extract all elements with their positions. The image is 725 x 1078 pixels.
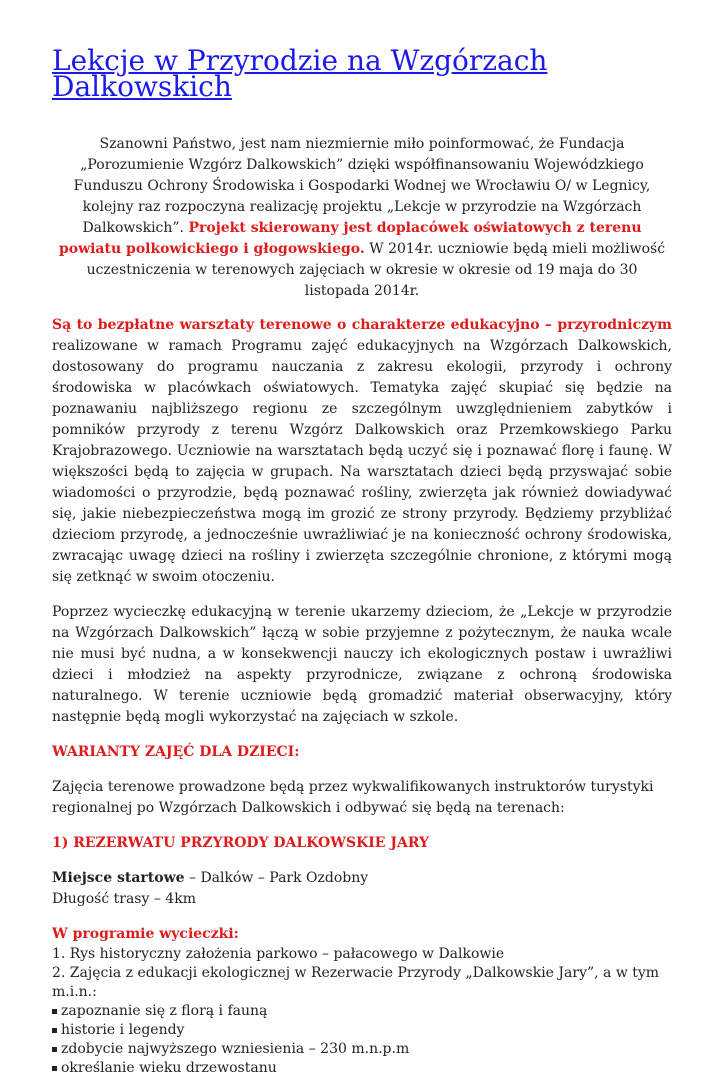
document-page: [52, 44, 672, 1078]
list-item: [52, 1059, 672, 1078]
intro-tail: W 2014r. uczniowie będą mieli możliwość uczestniczenia w terenowych zajęciach w okresie w okresie od 19 maja do 30 listopada 2014r.: [86, 241, 666, 299]
square-bullet-icon: [52, 1028, 57, 1033]
workshop-text: realizowane w ramach Programu zajęć edukacyjnych na Wzgórzach Dalkowskich, dostosowany do programu nauczania z zakresu ekologii, przyrody i ochrony środowiska w placówkach oświatowych. Tematyka zajęć skupiać się będzie na poznawaniu najbliższego regionu ze szczególnym uwzględnieniem zabytków i pomników przyrody z terenu Wzgórz Dalkowskich oraz Przemkowskiego Parku Krajobrazowego. Uczniowie na warsztatach będą uczyć się i poznawać florę i faunę. W większości będą to zajęcia w grupach. Na warsztatach dzieci będą przyswajać sobie wiadomości o przyrodzie, będą poznawać rośliny, zwierzęta jak również dowiadywać się, jakie niebezpieczeństwa mogą im grozić ze strony przyrody. Będziemy przybliżać dzieciom przyrodę, a jednocześnie uwrażliwiać je na konieczność ochrony środowiska, zwracając uwagę dzieci na rośliny i zwierzęta szczególnie chronione, z którymi mogą się zetknąć w swoim otoczeniu.: [52, 338, 672, 585]
square-bullet-icon: [52, 1047, 57, 1052]
list-item-text: określanie wieku drzewostanu: [61, 1060, 277, 1076]
intro-text: Szanowni Państwo, jest nam niezmiernie miło poinformować, że Fundacja „Porozumienie Wzgórz Dalkowskich” dzięki współfinansowaniu Wojewódzkiego Funduszu Ochrony Środowiska i Gospodarki Wodnej we Wrocławiu O/ w Legnicy, kolejny raz rozpoczyna realizację projektu „Lekcje w przyrodzie na Wzgórzach Dalkowskich”.: [73, 136, 651, 236]
page-title: [52, 44, 672, 103]
list-item-text: zdobycie najwyższego wzniesienia – 230 m.n.p.m: [61, 1041, 410, 1057]
square-bullet-icon: [52, 1009, 57, 1014]
trip-paragraph: Poprzez wycieczkę edukacyjną w terenie ukarzemy dzieciom, że „Lekcje w przyrodzie na Wzgórzach Dalkowskich” łączą w sobie przyjemne z pożytecznym, że nauka wcale nie musi być nudna, a w konsekwencji nauczy ich ekologicznych postaw i uwrażliwi dzieci i młodzież na aspekty przyrodnicze, związane z ochroną środowiska naturalnego. W terenie uczniowie będą gromadzić materiał obserwacyjny, który następnie będą mogli wykorzystać na zajęciach w szkole.: [52, 604, 672, 725]
program-heading: W programie wycieczki:: [52, 926, 239, 942]
list-item: 2. Zajęcia z edukacji ekologicznej w Rezerwacie Przyrody „Dalkowskie Jary”, a w tym m.i.n.:: [52, 965, 660, 1000]
list-item-text: historie i legendy: [61, 1022, 185, 1038]
instructors-paragraph: Zajęcia terenowe prowadzone będą przez wykwalifikowanych instruktorów turystyki regionalnej po Wzgórzach Dalkowskich i odbywać się będą na terenach:: [52, 779, 654, 816]
list-item: 1. Rys historyczny założenia parkowo – pałacowego w Dalkowie: [52, 946, 505, 962]
list-item: [52, 1040, 672, 1059]
reserve-heading: 1) REZERWATU PRZYRODY DALKOWSKIE JARY: [52, 835, 430, 851]
route-info: [52, 868, 672, 910]
variants-heading: WARIANTY ZAJĘĆ DLA DZIECI:: [52, 744, 300, 760]
intro-paragraph: [52, 134, 672, 302]
square-bullet-icon: [52, 1066, 57, 1071]
workshop-highlight: Są to bezpłatne warsztaty terenowe o charakterze edukacyjno – przyrodniczym: [52, 317, 672, 333]
start-label: Miejsce startowe: [52, 870, 185, 886]
list-item: [52, 1002, 672, 1021]
start-value: – Dalków – Park Ozdobny: [184, 870, 369, 886]
list-item-text: zapoznanie się z florą i fauną: [61, 1003, 268, 1019]
title-link[interactable]: Lekcje w Przyrodzie na Wzgórzach Dalkowskich: [52, 44, 548, 103]
activities-list: [52, 1002, 672, 1078]
program-list: [52, 945, 672, 1002]
intro-highlight: Projekt skierowany jest doplacówek oświatowych z terenu powiatu polkowickiego i głogowskiego.: [58, 220, 642, 257]
route-length: Długość trasy – 4km: [52, 891, 196, 907]
workshop-paragraph: [52, 315, 672, 588]
